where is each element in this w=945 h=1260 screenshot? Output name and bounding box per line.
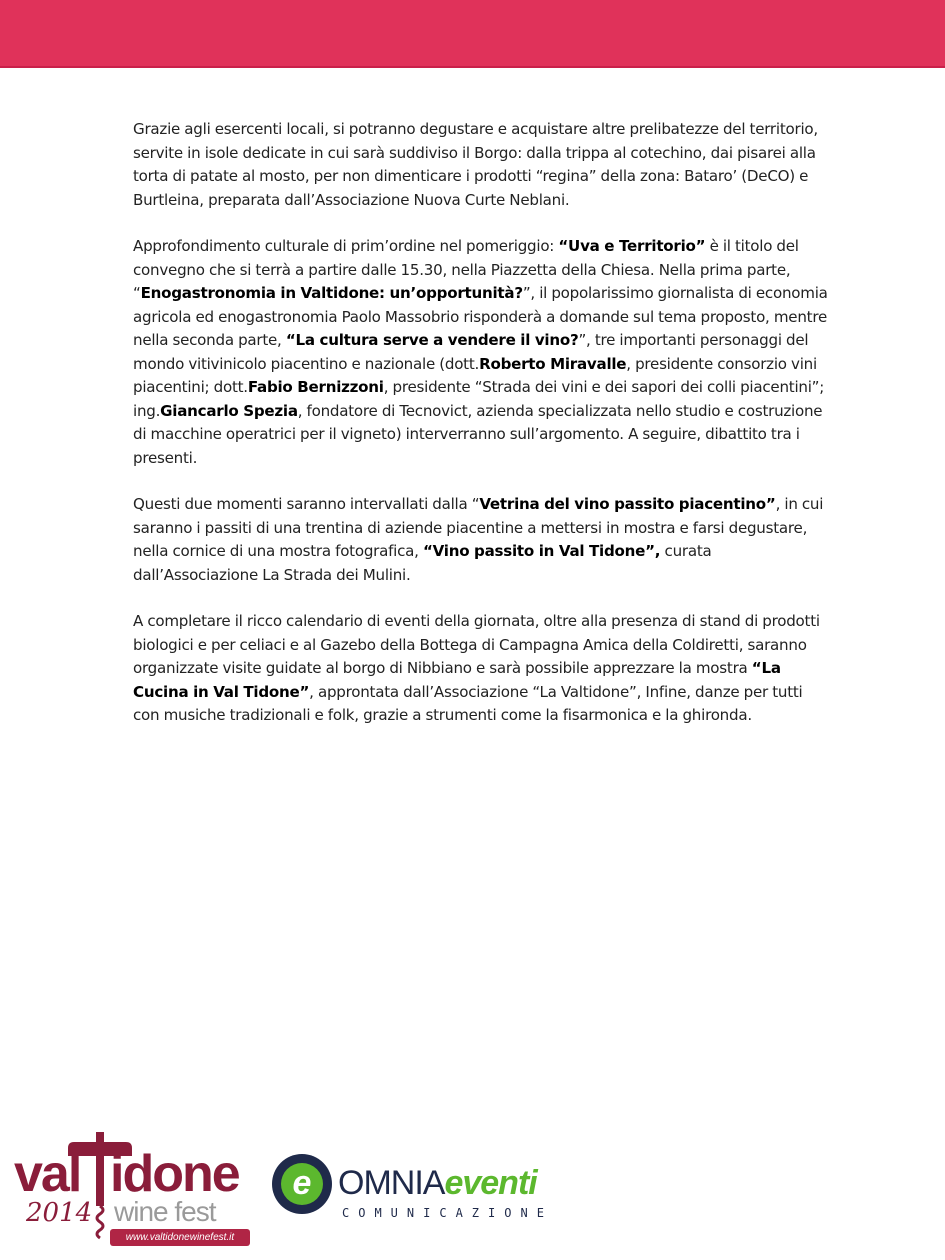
omnia-wordmark bbox=[338, 1164, 537, 1203]
paragraph-3 bbox=[133, 493, 828, 587]
paragraph-1 bbox=[133, 118, 828, 212]
valtidone-winefest-logo bbox=[14, 1128, 254, 1248]
bold-text: Roberto Miravalle bbox=[479, 354, 627, 373]
omnia-word: OMNIA bbox=[338, 1164, 445, 1202]
valtidone-url: www.valtidonewinefest.it bbox=[110, 1229, 250, 1246]
text-run: è il titolo del convegno che si terrà a partire dalle 15.30, nella Piazzetta della Chiesa. Nella prima parte, “ bbox=[133, 237, 799, 302]
text-run: , presidente “Strada dei vini e dei sapori dei colli piacentini”; ing. bbox=[133, 378, 825, 420]
text-run: Questi due momenti saranno intervallati dalla “ bbox=[133, 495, 480, 513]
text-run: A completare il ricco calendario di eventi della giornata, oltre alla presenza di stand di prodotti biologici e per celiaci e al Gazebo della Bottega di Campagna Amica della Coldiretti, saranno organizzate visite guidate al borgo di Nibbiano e sarà possibile apprezzare la mostra bbox=[133, 612, 820, 677]
text-run: , presidente consorzio vini piacentini; dott. bbox=[133, 354, 817, 396]
text-run: ”, tre importanti personaggi del mondo vitivinicolo piacentino e nazionale (dott. bbox=[133, 331, 809, 373]
bold-text: “Vino passito in Val Tidone”, bbox=[422, 542, 661, 560]
omnia-eventi-logo bbox=[272, 1152, 572, 1232]
bold-text: Enogastronomia in Valtidone: un’opportunità? bbox=[140, 284, 523, 302]
omnia-e-letter: e bbox=[281, 1163, 323, 1205]
text-run: , in cui saranno i passiti di una trentina di aziende piacentine a mettersi in mostra e farsi degustare, nella cornice di una mostra fotografica, bbox=[133, 495, 824, 560]
bold-text: “Uva e Territorio” bbox=[558, 237, 706, 255]
text-run: Grazie agli esercenti locali, si potranno degustare e acquistare altre prelibatezze del territorio, servite in isole dedicate in cui sarà suddiviso il Borgo: dalla trippa al cotechino, dai pisarei alla torta di patate al mosto, per non dimenticare i prodotti “regina” della zona: Bataro’ (DeCO) e Burtleina, preparata dall’Associazione Nuova Curte Neblani. bbox=[133, 120, 818, 209]
bold-text: Giancarlo Spezia bbox=[160, 401, 298, 420]
omnia-subtitle: COMUNICAZIONE bbox=[342, 1206, 553, 1220]
text-run: , approntata dall’Associazione “La Valtidone”, Infine, danze per tutti con musiche tradizionali e folk, grazie a strumenti come la fisarmonica e la ghironda. bbox=[133, 682, 803, 724]
valtidone-word-right: idone bbox=[110, 1145, 239, 1203]
text-run: Approfondimento culturale di prim’ordine nel pomeriggio: bbox=[133, 237, 559, 255]
valtidone-tagline: wine fest bbox=[114, 1196, 216, 1227]
paragraph-4 bbox=[133, 610, 828, 728]
article-body bbox=[133, 118, 828, 751]
omnia-e-emblem bbox=[272, 1154, 332, 1214]
text-run: , fondatore di Tecnovict, azienda specializzata nello studio e costruzione di macchine operatrici per il vigneto) interverranno sull’argomento. A seguire, dibattito tra i presenti. bbox=[133, 401, 823, 467]
valtidone-word-left: val bbox=[14, 1145, 81, 1203]
header-bar bbox=[0, 0, 945, 68]
bold-text: “La Cucina in Val Tidone” bbox=[133, 659, 781, 701]
text-run: ”, il popolarissimo giornalista di economia agricola ed enogastronomia Paolo Massobrio risponderà a domande sul tema proposto, mentre nella seconda parte, bbox=[133, 284, 828, 349]
bold-text: Fabio Bernizzoni bbox=[247, 378, 384, 396]
paragraph-2 bbox=[133, 235, 828, 470]
bold-text: Vetrina del vino passito piacentino” bbox=[479, 495, 776, 513]
bold-text: “La cultura serve a vendere il vino? bbox=[285, 331, 579, 349]
valtidone-year: 2014 bbox=[26, 1198, 93, 1228]
text-run: curata dall’Associazione La Strada dei Mulini. bbox=[133, 542, 712, 584]
omnia-eventi-word: eventi bbox=[444, 1164, 537, 1202]
